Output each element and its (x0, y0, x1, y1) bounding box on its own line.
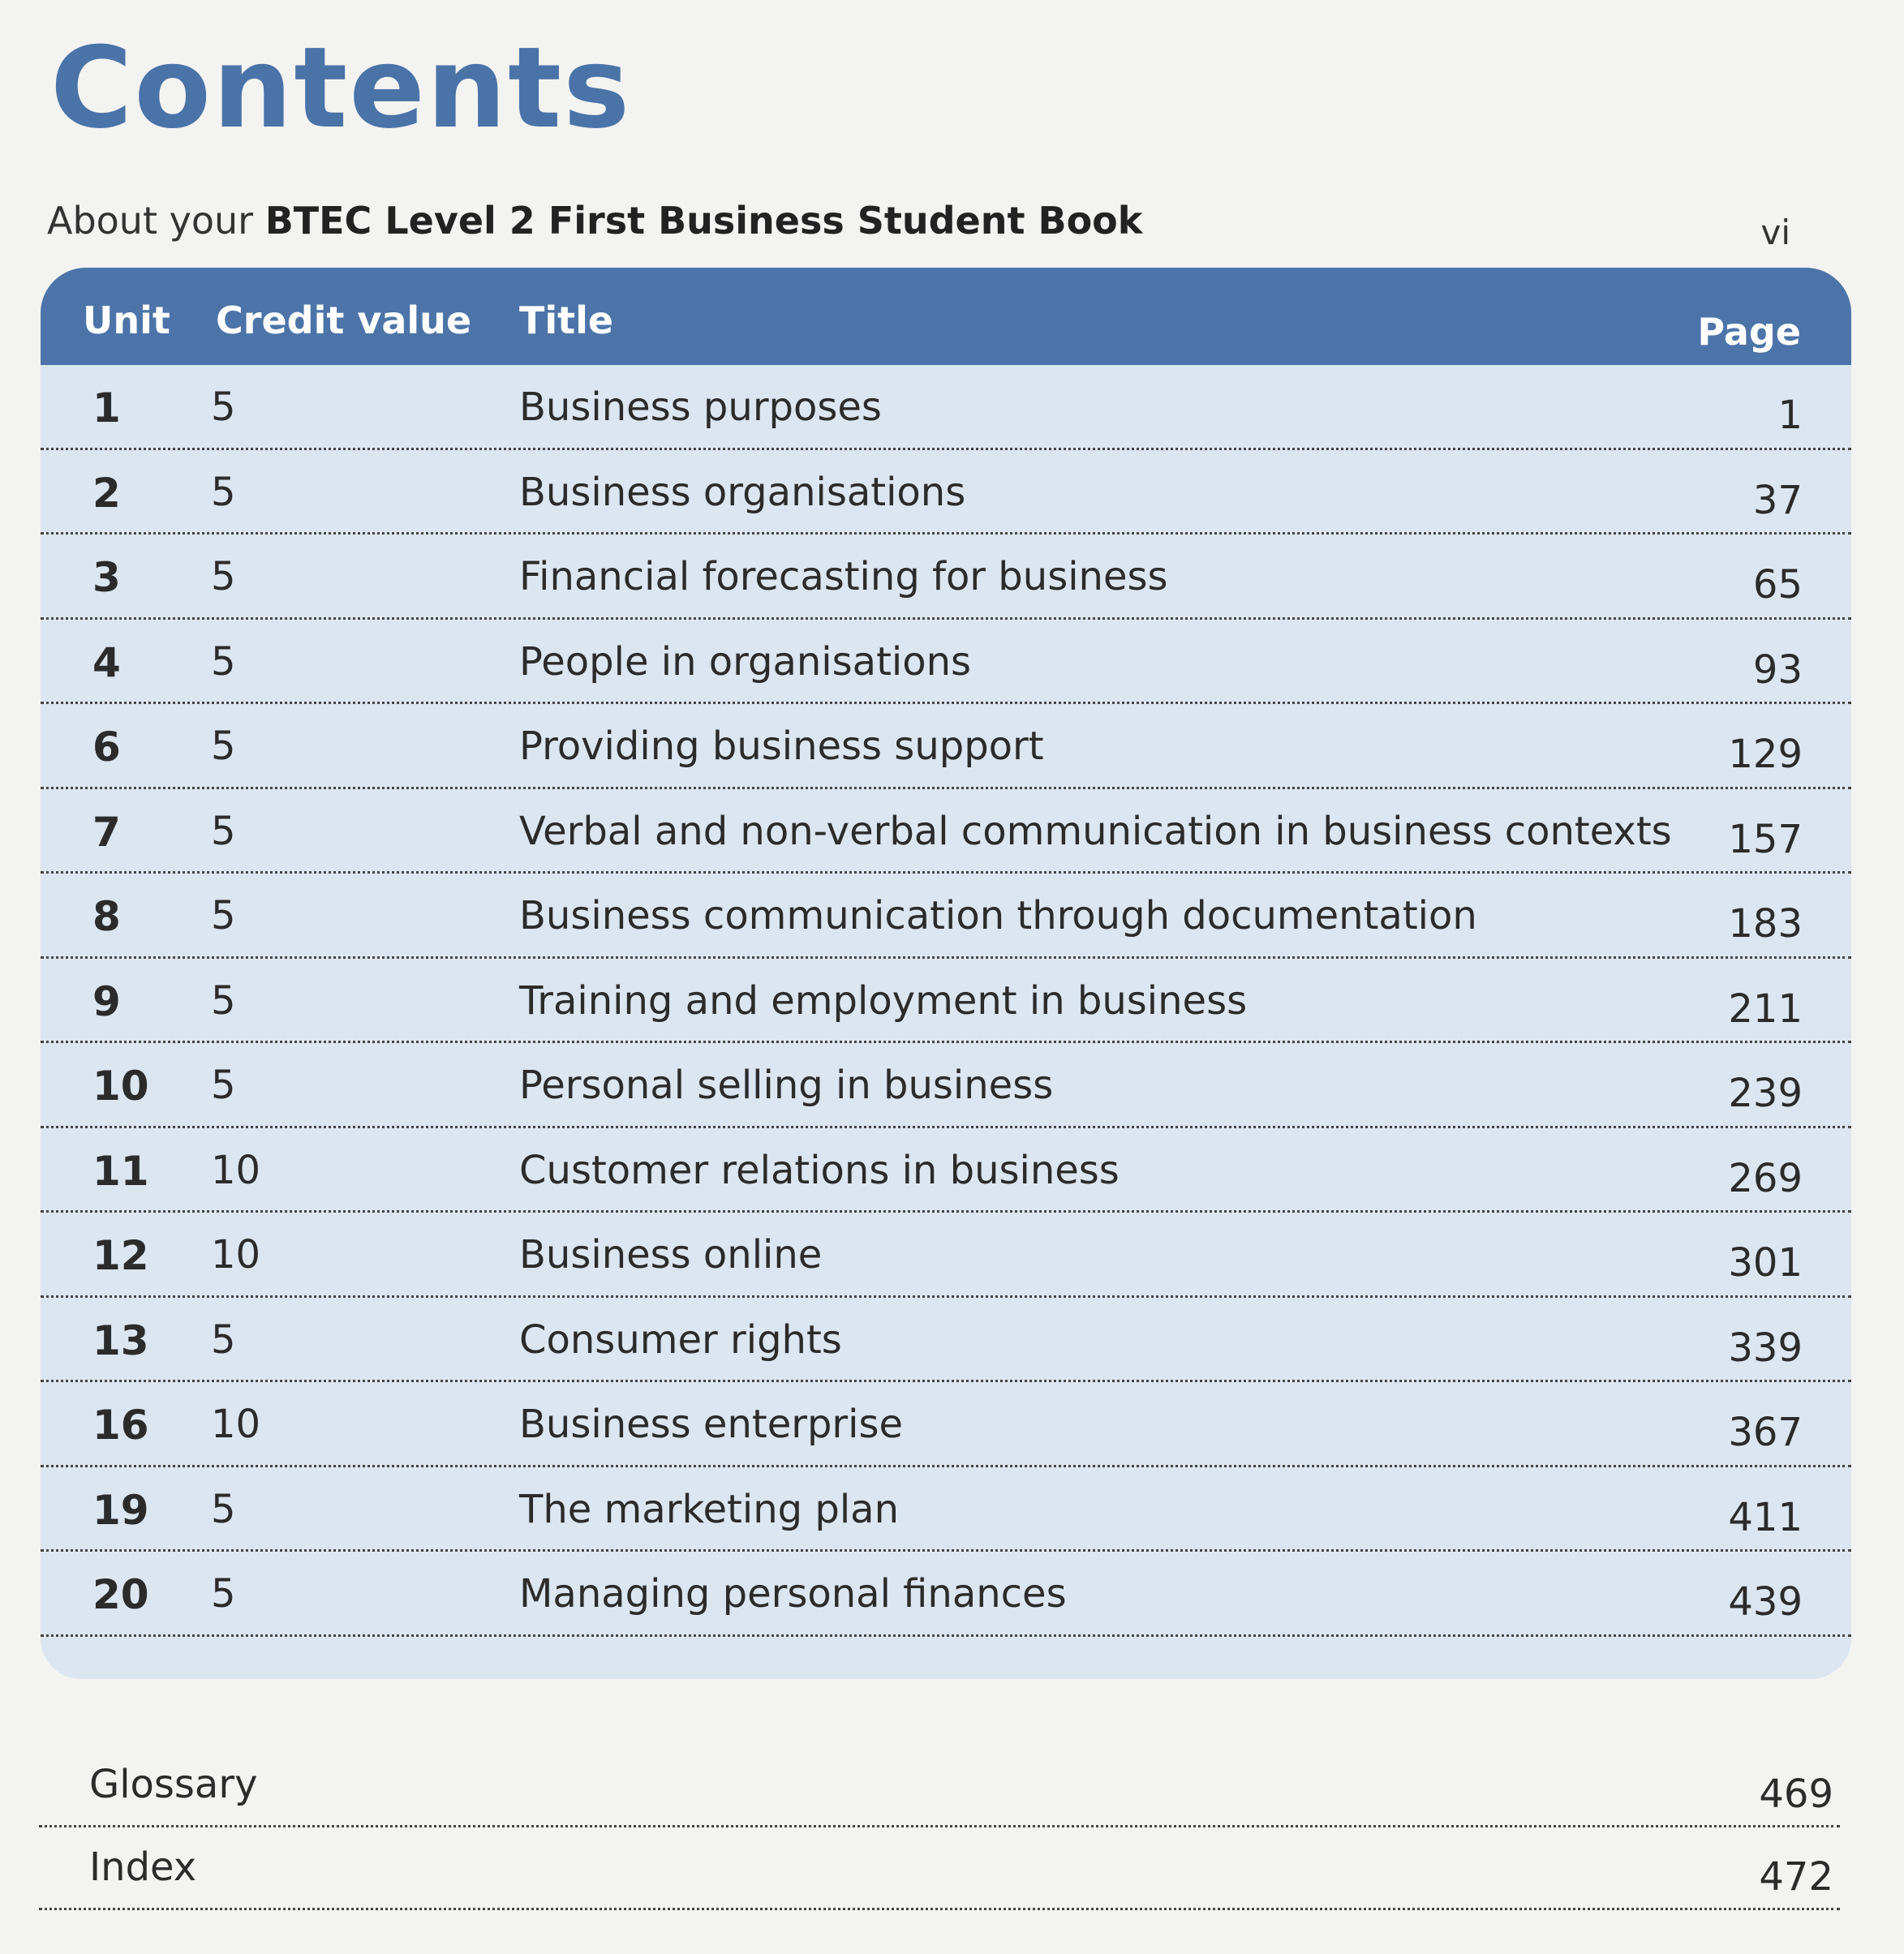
title-cell: The marketing plan (519, 1486, 899, 1532)
header-title: Title (519, 298, 614, 342)
page-cell: 129 (1728, 732, 1803, 777)
title-cell: People in organisations (519, 638, 972, 685)
table-header (41, 268, 1851, 365)
credit-cell: 5 (211, 1316, 236, 1363)
credit-cell: 5 (211, 384, 236, 430)
unit-cell: 11 (92, 1147, 149, 1195)
page-cell: 411 (1728, 1494, 1803, 1540)
credit-cell: 5 (211, 554, 236, 599)
title-cell: Business purposes (519, 384, 882, 430)
unit-cell: 12 (92, 1232, 149, 1279)
title-cell: Customer relations in business (519, 1147, 1120, 1193)
table-row[interactable] (41, 1213, 1851, 1298)
back-matter-index[interactable] (39, 1827, 1840, 1910)
table-body (41, 365, 1851, 1637)
unit-cell: 9 (92, 977, 121, 1025)
glossary-label: Glossary (89, 1762, 258, 1807)
header-unit: Unit (83, 298, 170, 342)
table-row[interactable] (41, 365, 1851, 450)
credit-cell: 5 (211, 638, 236, 685)
credit-cell: 5 (211, 1486, 236, 1532)
page-cell: 183 (1728, 901, 1803, 947)
page-title: Contents (50, 23, 632, 153)
unit-cell: 2 (92, 469, 121, 517)
unit-cell: 10 (92, 1063, 149, 1110)
about-page-number: vi (1760, 213, 1790, 252)
page-cell: 65 (1752, 562, 1803, 608)
table-row[interactable] (41, 874, 1851, 959)
table-row[interactable] (41, 535, 1851, 620)
title-cell: Business enterprise (519, 1402, 904, 1447)
table-row[interactable] (41, 1552, 1851, 1637)
table-row[interactable] (41, 1298, 1851, 1383)
page-cell: 301 (1728, 1240, 1803, 1286)
title-cell: Providing business support (519, 724, 1044, 769)
page-cell: 157 (1728, 816, 1803, 862)
title-cell: Consumer rights (519, 1316, 842, 1363)
table-row[interactable] (41, 1043, 1851, 1128)
unit-cell: 13 (92, 1316, 149, 1364)
table-row[interactable] (41, 1467, 1851, 1552)
unit-cell: 6 (92, 724, 121, 771)
unit-cell: 19 (92, 1486, 149, 1534)
contents-table (41, 268, 1851, 1679)
title-cell: Verbal and non-verbal communication in business contexts (519, 808, 1672, 854)
unit-cell: 8 (92, 893, 121, 940)
table-row[interactable] (41, 1382, 1851, 1467)
about-prefix: About your (47, 199, 265, 243)
back-matter-glossary[interactable] (39, 1744, 1840, 1827)
about-book-title: BTEC Level 2 First Business Student Book (264, 199, 1143, 243)
table-row[interactable] (41, 789, 1851, 874)
title-cell: Business online (519, 1232, 823, 1278)
credit-cell: 5 (211, 724, 236, 769)
credit-cell: 10 (211, 1402, 261, 1447)
title-cell: Managing personal finances (519, 1571, 1067, 1617)
credit-cell: 5 (211, 469, 236, 515)
table-row[interactable] (41, 450, 1851, 535)
header-credit-value: Credit value (216, 298, 472, 342)
page-cell: 339 (1728, 1325, 1803, 1371)
title-cell: Personal selling in business (519, 1063, 1054, 1108)
about-line (47, 199, 1142, 243)
credit-cell: 5 (211, 1571, 236, 1617)
index-label: Index (89, 1844, 197, 1890)
page-cell: 239 (1728, 1071, 1803, 1116)
table-row[interactable] (41, 620, 1851, 705)
unit-cell: 3 (92, 554, 121, 601)
header-page: Page (1697, 310, 1801, 354)
page-cell: 367 (1728, 1410, 1803, 1455)
table-row[interactable] (41, 1128, 1851, 1213)
unit-cell: 1 (92, 384, 121, 432)
table-row[interactable] (41, 704, 1851, 789)
title-cell: Training and employment in business (519, 977, 1248, 1024)
unit-cell: 20 (92, 1571, 149, 1618)
index-page: 472 (1759, 1854, 1833, 1900)
page-cell: 37 (1752, 477, 1803, 523)
title-cell: Financial forecasting for business (519, 554, 1168, 599)
unit-cell: 16 (92, 1402, 149, 1449)
credit-cell: 10 (211, 1232, 261, 1278)
page-cell: 211 (1728, 986, 1803, 1032)
title-cell: Business organisations (519, 469, 966, 515)
page-cell: 1 (1777, 393, 1803, 438)
unit-cell: 7 (92, 808, 121, 856)
credit-cell: 5 (211, 808, 236, 854)
credit-cell: 5 (211, 977, 236, 1024)
title-cell: Business communication through documentation (519, 893, 1477, 938)
table-row[interactable] (41, 959, 1851, 1044)
credit-cell: 5 (211, 893, 236, 938)
page-cell: 93 (1752, 646, 1803, 693)
unit-cell: 4 (92, 638, 121, 686)
credit-cell: 5 (211, 1063, 236, 1108)
credit-cell: 10 (211, 1147, 261, 1193)
glossary-page: 469 (1759, 1771, 1833, 1817)
page-cell: 269 (1728, 1155, 1803, 1201)
page-cell: 439 (1728, 1579, 1803, 1625)
